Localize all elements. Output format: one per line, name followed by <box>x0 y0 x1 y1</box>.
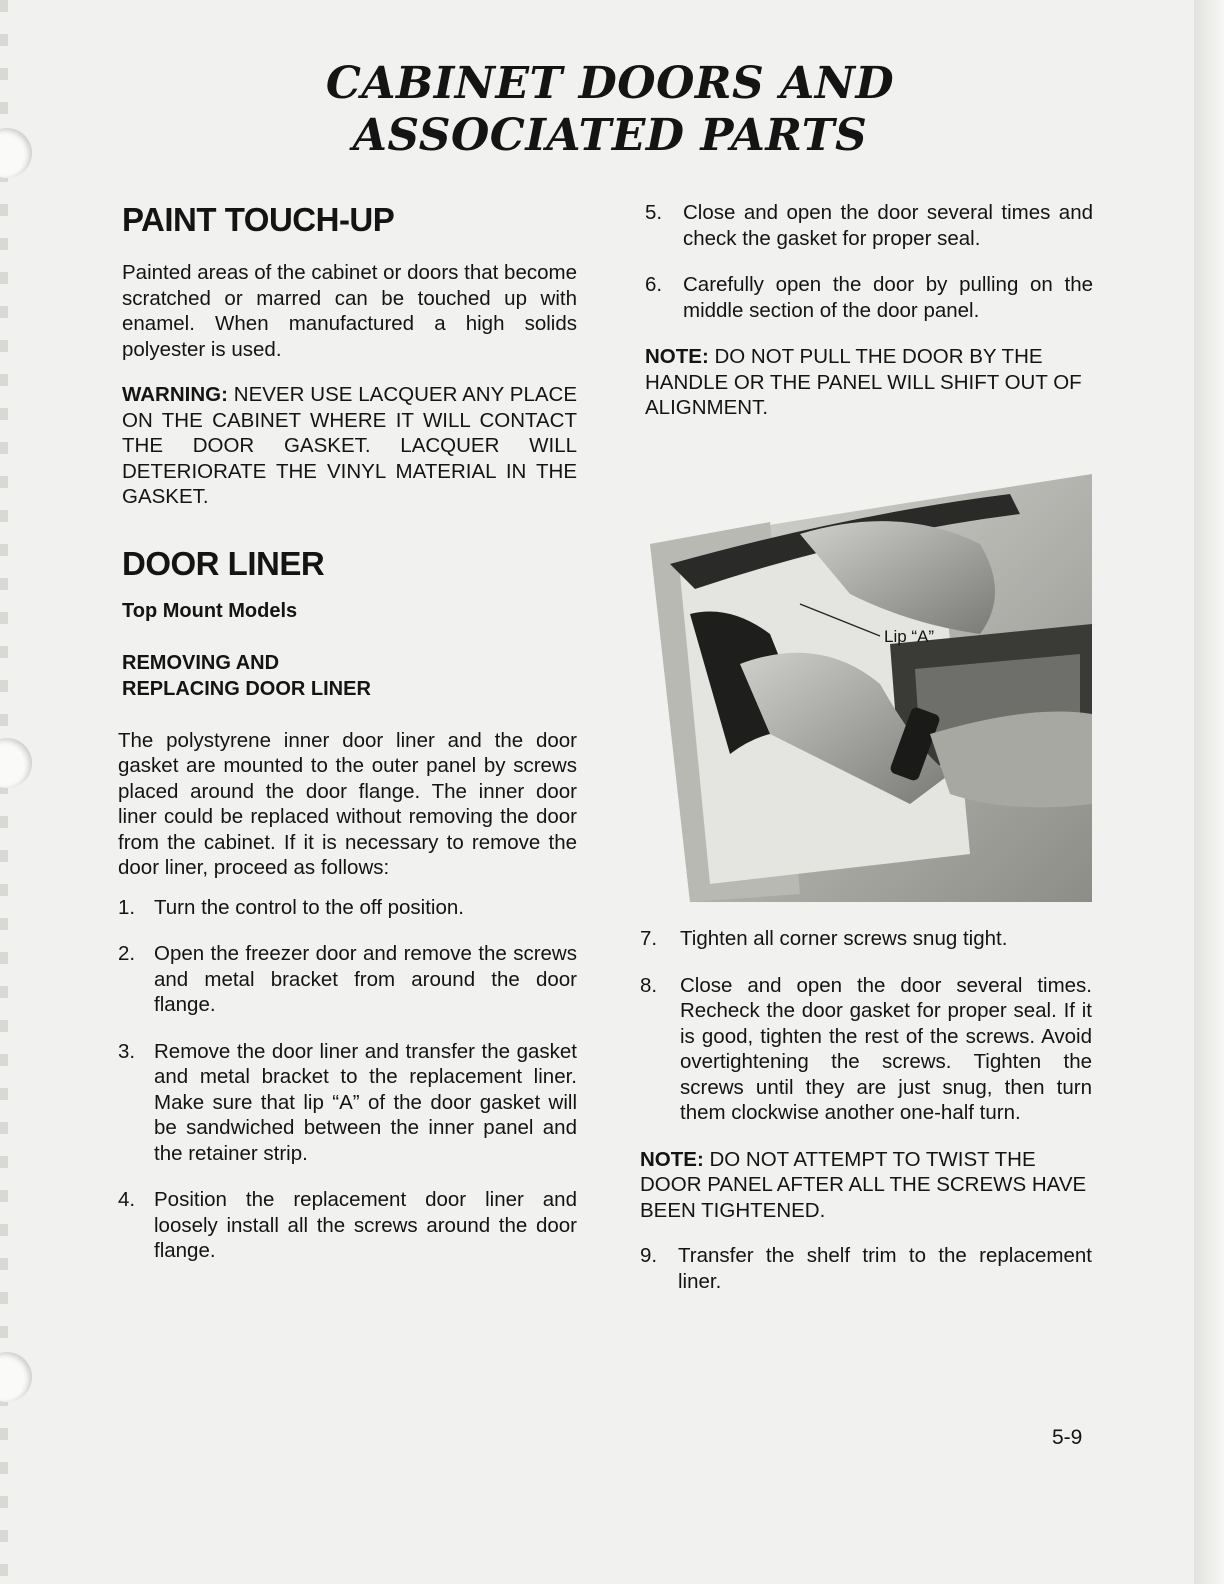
list-item: 7. Tighten all corner screws snug tight. <box>640 927 1008 950</box>
left-column <box>118 200 577 1285</box>
lip-a-label: Lip “A” <box>884 627 935 646</box>
right-column-lower <box>640 926 1092 1315</box>
title-line-1: CABINET DOORS AND <box>325 58 895 109</box>
paint-body: Painted areas of the cabinet or doors that become scratched or marred can be touched up with enamel. When manufactured a high solids polyester is used. <box>122 261 577 361</box>
steps-right-top-list <box>645 200 1093 323</box>
binder-edge <box>0 0 8 1584</box>
top-mount-subheading: Top Mount Models <box>122 599 298 622</box>
list-item: 3. Remove the door liner and transfer the gasket and metal bracket to the replacement liner. Make sure that lip “A” of the door gasket will be sandwiched between the inner panel and the retainer strip. <box>118 1039 577 1165</box>
section-heading-line-1: REMOVING AND <box>122 651 280 674</box>
list-item: 4. Position the replacement door liner and loosely install all the screws around the door flange. <box>118 1188 577 1262</box>
list-item: 1. Turn the control to the off position. <box>118 895 464 919</box>
note-2-text: DO NOT ATTEMPT TO TWIST THE DOOR PANEL AFTER ALL THE SCREWS HAVE BEEN TIGHTENED. <box>640 1147 1087 1222</box>
steps-left-list <box>118 895 577 1264</box>
list-item: 2. Open the freezer door and remove the screws and metal bracket from around the door flange. <box>118 942 577 1016</box>
punch-hole <box>0 738 32 788</box>
section-heading-line-2: REPLACING DOOR LINER <box>122 677 371 700</box>
list-item: 5. Close and open the door several times and check the gasket for proper seal. <box>645 201 1093 250</box>
note-1 <box>645 344 1093 421</box>
note-2 <box>640 1147 1092 1224</box>
list-item: 8. Close and open the door several times. Recheck the door gasket for proper seal. If it is good, tighten the rest of the screws. Avoid overtightening the screws. Tighten the screws until they are just snug, then turn them clockwise another one-half turn. <box>640 973 1092 1124</box>
punch-hole <box>0 128 32 178</box>
note-2-label: NOTE: <box>640 1147 704 1171</box>
list-item: 9. Transfer the shelf trim to the replacement liner. <box>640 1244 1092 1293</box>
warning-label: WARNING: <box>122 383 228 406</box>
note-1-label: NOTE: <box>645 345 709 368</box>
liner-heading: DOOR LINER <box>122 544 325 582</box>
steps-right-bottom-list <box>640 926 1092 1126</box>
page-title <box>300 58 920 162</box>
gasket-photo <box>650 474 1092 902</box>
page-edge <box>1194 0 1224 1584</box>
step-9-list <box>640 1243 1092 1294</box>
note-1-text: DO NOT PULL THE DOOR BY THE HANDLE OR THE PANEL WILL SHIFT OUT OF ALIGNMENT. <box>645 345 1082 419</box>
liner-intro: The polystyrene inner door liner and the door gasket are mounted to the outer panel by screws placed around the door flange. The inner door liner could be replaced without removing the door from the cabinet. If it is necessary to remove the door liner, proceed as follows: <box>118 728 577 879</box>
title-line-2: ASSOCIATED PARTS <box>352 110 868 161</box>
page-number: 5-9 <box>1052 1426 1083 1449</box>
warning-text: NEVER USE LACQUER ANY PLACE ON THE CABINET WHERE IT WILL CONTACT THE DOOR GASKET. LACQUER WILL DETERIORATE THE VINYL MATERIAL IN THE GASKET. <box>122 383 577 508</box>
warning-paragraph <box>122 382 577 510</box>
gasket-photo-image <box>650 474 1092 902</box>
punch-hole <box>0 1352 32 1402</box>
list-item: 6. Carefully open the door by pulling on the middle section of the door panel. <box>645 273 1093 322</box>
right-column <box>645 200 1093 421</box>
paint-heading: PAINT TOUCH-UP <box>122 201 395 238</box>
